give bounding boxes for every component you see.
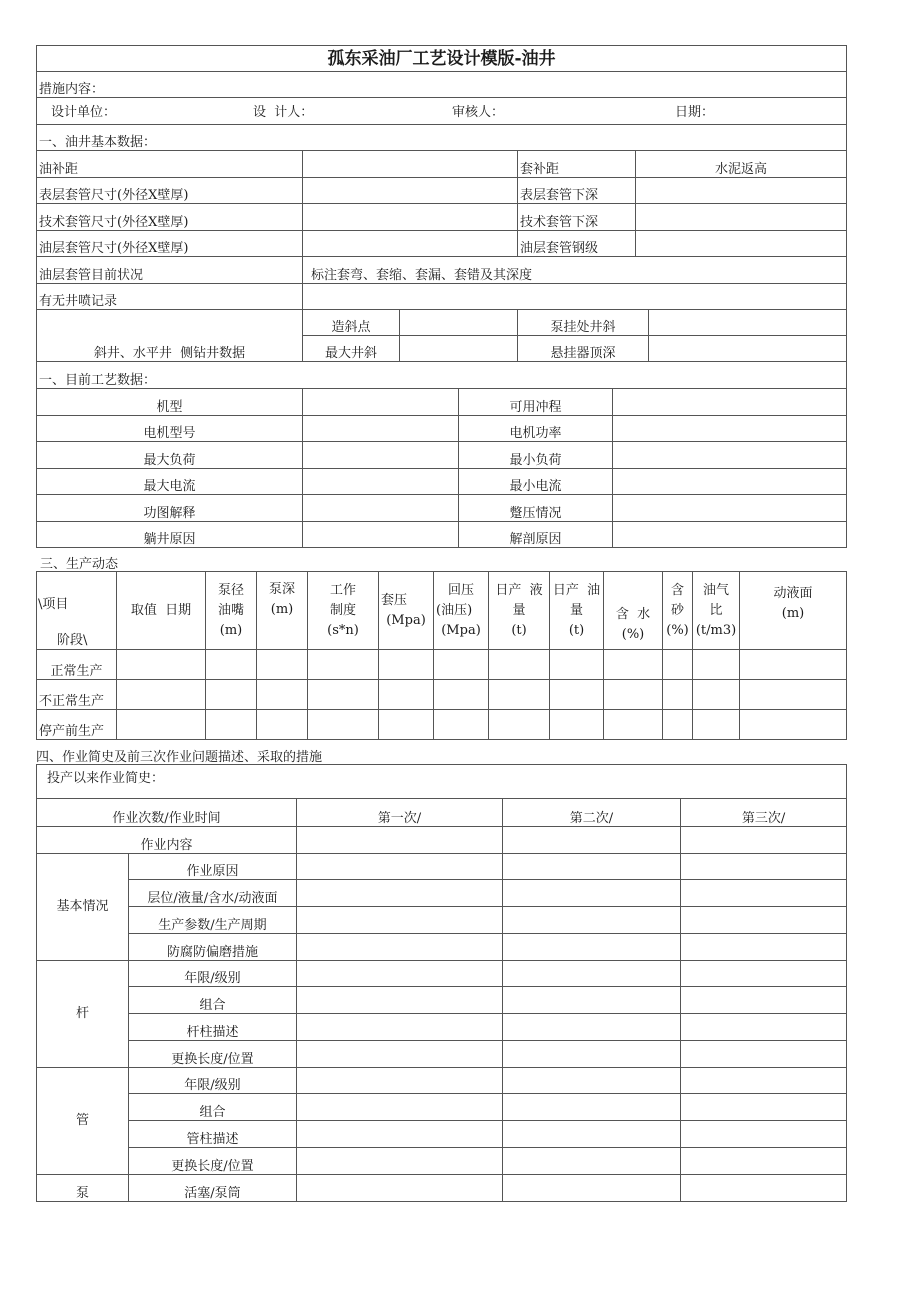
stage-row-label: 正常生产 bbox=[37, 650, 117, 680]
value-cell[interactable] bbox=[681, 987, 847, 1014]
col-header: 油气 比 (t/m3) bbox=[693, 572, 740, 650]
value-cell[interactable] bbox=[303, 442, 459, 469]
value-cell[interactable] bbox=[297, 827, 503, 854]
value-cell[interactable] bbox=[681, 827, 847, 854]
production-table bbox=[36, 571, 847, 740]
process-label: 电机功率 bbox=[459, 416, 613, 442]
stage-row-label: 停产前生产 bbox=[37, 710, 117, 740]
item-label: 层位/液量/含水/动液面 bbox=[129, 880, 297, 907]
row-label: 套补距 bbox=[518, 151, 636, 178]
value-cell[interactable] bbox=[434, 680, 489, 710]
item-label: 更换长度/位置 bbox=[129, 1148, 297, 1175]
item-label: 更换长度/位置 bbox=[129, 1041, 297, 1068]
reviewer-label[interactable]: 审核人： bbox=[452, 105, 505, 120]
row-label: 油补距 bbox=[37, 151, 303, 178]
value-cell[interactable] bbox=[681, 854, 847, 880]
value-cell[interactable] bbox=[297, 961, 503, 987]
value-cell[interactable] bbox=[303, 231, 518, 257]
value-cell[interactable] bbox=[681, 1041, 847, 1068]
casing-status-label: 油层套管目前状况 bbox=[37, 257, 303, 284]
value-cell[interactable] bbox=[503, 961, 681, 987]
value-cell[interactable] bbox=[503, 1014, 681, 1041]
value-cell[interactable] bbox=[489, 680, 550, 710]
group-label: 泵 bbox=[37, 1175, 129, 1202]
cement-return-label: 水泥返高 bbox=[636, 151, 847, 178]
item-label: 生产参数/生产周期 bbox=[129, 907, 297, 934]
group-label: 管 bbox=[37, 1068, 129, 1175]
value-cell[interactable] bbox=[303, 178, 518, 204]
section3-heading: 三、生产动态 bbox=[40, 557, 119, 572]
col-header: 日产 液 量 (t) bbox=[489, 572, 550, 650]
value-cell[interactable] bbox=[297, 854, 503, 880]
value-cell[interactable] bbox=[681, 1121, 847, 1148]
process-label: 最小负荷 bbox=[459, 442, 613, 469]
row-label: 油层套管钢级 bbox=[518, 231, 636, 257]
value-cell[interactable] bbox=[206, 680, 257, 710]
value-cell[interactable] bbox=[297, 1121, 503, 1148]
value-cell[interactable] bbox=[613, 442, 847, 469]
value-cell[interactable] bbox=[636, 178, 847, 204]
pump-inclination-label: 泵挂处井斜 bbox=[518, 310, 649, 336]
value-cell[interactable] bbox=[663, 710, 693, 740]
item-label: 防腐防偏磨措施 bbox=[129, 934, 297, 961]
value-cell[interactable] bbox=[604, 680, 663, 710]
value-cell[interactable] bbox=[400, 310, 518, 336]
value-cell[interactable] bbox=[613, 469, 847, 495]
value-cell[interactable] bbox=[308, 650, 379, 680]
value-cell[interactable] bbox=[303, 416, 459, 442]
section1-heading: 一、油井基本数据： bbox=[37, 125, 847, 151]
col-header: 日产 油 量 (t) bbox=[550, 572, 604, 650]
group-label: 基本情况 bbox=[37, 854, 129, 961]
sign-row bbox=[37, 98, 847, 125]
col-header: 取值 日期 bbox=[117, 572, 206, 650]
value-cell[interactable] bbox=[613, 495, 847, 522]
stage-label: 阶段\ bbox=[57, 633, 88, 648]
value-cell[interactable] bbox=[503, 1094, 681, 1121]
value-cell[interactable] bbox=[613, 522, 847, 548]
value-cell[interactable] bbox=[257, 680, 308, 710]
page-title: 孤东采油厂工艺设计模版-油井 bbox=[37, 46, 847, 72]
value-cell[interactable] bbox=[117, 650, 206, 680]
content-label: 作业内容 bbox=[37, 827, 297, 854]
value-cell[interactable] bbox=[503, 827, 681, 854]
value-cell[interactable] bbox=[308, 680, 379, 710]
value-cell[interactable] bbox=[503, 880, 681, 907]
value-cell[interactable] bbox=[740, 650, 847, 680]
process-label: 解剖原因 bbox=[459, 522, 613, 548]
blowout-label: 有无井喷记录 bbox=[37, 284, 303, 310]
design-unit-label[interactable]: 设计单位： bbox=[51, 105, 117, 120]
value-cell[interactable] bbox=[297, 1175, 503, 1202]
value-cell[interactable] bbox=[613, 416, 847, 442]
value-cell[interactable] bbox=[303, 204, 518, 231]
history-label[interactable]: 投产以来作业简史： bbox=[37, 765, 847, 799]
value-cell[interactable] bbox=[297, 907, 503, 934]
value-cell[interactable] bbox=[550, 650, 604, 680]
measures-label[interactable]: 措施内容： bbox=[37, 72, 847, 98]
process-data-table bbox=[36, 388, 847, 548]
value-cell[interactable] bbox=[257, 650, 308, 680]
row-label: 技术套管尺寸(外径Ⅹ壁厚) bbox=[37, 204, 303, 231]
value-cell[interactable] bbox=[206, 650, 257, 680]
value-cell[interactable] bbox=[489, 710, 550, 740]
value-cell[interactable] bbox=[681, 1094, 847, 1121]
value-cell[interactable] bbox=[489, 650, 550, 680]
section4-heading: 四、作业简史及前三次作业问题描述、采取的措施 bbox=[36, 750, 323, 765]
item-label: 年限/级别 bbox=[129, 961, 297, 987]
max-inclination-label: 最大井斜 bbox=[303, 336, 400, 362]
value-cell[interactable] bbox=[636, 231, 847, 257]
value-cell[interactable] bbox=[649, 310, 847, 336]
item-label: 作业原因 bbox=[129, 854, 297, 880]
value-cell[interactable] bbox=[303, 522, 459, 548]
value-cell[interactable] bbox=[550, 710, 604, 740]
workover-history-table bbox=[36, 764, 847, 1202]
value-cell[interactable] bbox=[206, 710, 257, 740]
value-cell[interactable] bbox=[740, 710, 847, 740]
value-cell[interactable] bbox=[308, 710, 379, 740]
process-label: 可用冲程 bbox=[459, 389, 613, 416]
value-cell[interactable] bbox=[503, 987, 681, 1014]
value-cell[interactable] bbox=[257, 710, 308, 740]
designer-label[interactable]: 设 计人： bbox=[253, 105, 314, 120]
value-cell[interactable] bbox=[681, 1175, 847, 1202]
value-cell[interactable] bbox=[613, 389, 847, 416]
col-header: 工作 制度 (s*n) bbox=[308, 572, 379, 650]
value-cell[interactable] bbox=[297, 1094, 503, 1121]
item-label: 组合 bbox=[129, 1094, 297, 1121]
value-cell[interactable] bbox=[303, 284, 847, 310]
value-cell[interactable] bbox=[681, 907, 847, 934]
value-cell[interactable] bbox=[503, 1068, 681, 1094]
value-cell[interactable] bbox=[503, 1175, 681, 1202]
value-cell[interactable] bbox=[379, 650, 434, 680]
first-workover[interactable]: 第一次/ bbox=[297, 799, 503, 827]
second-workover[interactable]: 第二次/ bbox=[503, 799, 681, 827]
process-label: 最大负荷 bbox=[37, 442, 303, 469]
value-cell[interactable] bbox=[503, 1148, 681, 1175]
value-cell[interactable] bbox=[400, 336, 518, 362]
hanger-depth-label: 悬挂器顶深 bbox=[518, 336, 649, 362]
value-cell[interactable] bbox=[663, 680, 693, 710]
item-label: 组合 bbox=[129, 987, 297, 1014]
process-label: 机型 bbox=[37, 389, 303, 416]
kickoff-point-label: 造斜点 bbox=[303, 310, 400, 336]
value-cell[interactable] bbox=[297, 1148, 503, 1175]
value-cell[interactable] bbox=[681, 1148, 847, 1175]
row-label: 表层套管尺寸(外径Ⅹ壁厚) bbox=[37, 178, 303, 204]
value-cell[interactable] bbox=[604, 710, 663, 740]
value-cell[interactable] bbox=[379, 710, 434, 740]
row-label: 表层套管下深 bbox=[518, 178, 636, 204]
item-label: 杆柱描述 bbox=[129, 1014, 297, 1041]
col-header: 动液面 (m) bbox=[740, 572, 847, 650]
stage-row-label: 不正常生产 bbox=[37, 680, 117, 710]
value-cell[interactable] bbox=[636, 204, 847, 231]
item-label: \项目 bbox=[38, 597, 69, 612]
row-label: 技术套管下深 bbox=[518, 204, 636, 231]
value-cell[interactable] bbox=[604, 650, 663, 680]
value-cell[interactable] bbox=[434, 710, 489, 740]
process-label: 最大电流 bbox=[37, 469, 303, 495]
value-cell[interactable] bbox=[693, 650, 740, 680]
value-cell[interactable] bbox=[693, 680, 740, 710]
col-header: 泵径 油嘴 (m) bbox=[206, 572, 257, 650]
col-header: 回压 (油压) (Mpa) bbox=[434, 572, 489, 650]
value-cell[interactable] bbox=[681, 1014, 847, 1041]
group-label: 杆 bbox=[37, 961, 129, 1068]
process-label: 最小电流 bbox=[459, 469, 613, 495]
value-cell[interactable] bbox=[503, 1041, 681, 1068]
value-cell[interactable] bbox=[663, 650, 693, 680]
value-cell[interactable] bbox=[303, 151, 518, 178]
value-cell[interactable] bbox=[503, 907, 681, 934]
item-label: 管柱描述 bbox=[129, 1121, 297, 1148]
value-cell[interactable] bbox=[681, 961, 847, 987]
section2-heading: 一、目前工艺数据： bbox=[37, 362, 847, 389]
col-header: 含 砂 (%) bbox=[663, 572, 693, 650]
value-cell[interactable] bbox=[379, 680, 434, 710]
value-cell[interactable] bbox=[297, 934, 503, 961]
col-header: 含 水 (%) bbox=[604, 572, 663, 650]
value-cell[interactable] bbox=[693, 710, 740, 740]
value-cell[interactable] bbox=[503, 854, 681, 880]
process-label: 躺井原因 bbox=[37, 522, 303, 548]
date-label[interactable]: 日期： bbox=[675, 105, 715, 120]
value-cell[interactable] bbox=[117, 710, 206, 740]
third-workover[interactable]: 第三次/ bbox=[681, 799, 847, 827]
process-label: 功图解释 bbox=[37, 495, 303, 522]
value-cell[interactable] bbox=[303, 469, 459, 495]
col-header: 套压 (Mpa) bbox=[379, 572, 434, 650]
item-label: 年限/级别 bbox=[129, 1068, 297, 1094]
value-cell[interactable] bbox=[117, 680, 206, 710]
value-cell[interactable] bbox=[297, 1041, 503, 1068]
value-cell[interactable] bbox=[503, 934, 681, 961]
process-label: 蹩压情况 bbox=[459, 495, 613, 522]
value-cell[interactable] bbox=[297, 1014, 503, 1041]
value-cell[interactable] bbox=[297, 880, 503, 907]
row-label: 油层套管尺寸(外径Ⅹ壁厚) bbox=[37, 231, 303, 257]
value-cell[interactable] bbox=[503, 1121, 681, 1148]
value-cell[interactable] bbox=[297, 1068, 503, 1094]
value-cell[interactable] bbox=[434, 650, 489, 680]
value-cell[interactable] bbox=[740, 680, 847, 710]
casing-status-note[interactable]: 标注套弯、套缩、套漏、套错及其深度 bbox=[303, 257, 847, 284]
col-header: 泵深 (m) bbox=[257, 572, 308, 650]
basic-data-table bbox=[36, 45, 847, 389]
deviated-well-label: 斜井、水平井 侧钻井数据 bbox=[37, 310, 303, 362]
value-cell[interactable] bbox=[550, 680, 604, 710]
value-cell[interactable] bbox=[303, 389, 459, 416]
item-label: 活塞/泵筒 bbox=[129, 1175, 297, 1202]
value-cell[interactable] bbox=[649, 336, 847, 362]
count-time-label: 作业次数/作业时间 bbox=[37, 799, 297, 827]
value-cell[interactable] bbox=[681, 880, 847, 907]
value-cell[interactable] bbox=[681, 1068, 847, 1094]
process-label: 电机型号 bbox=[37, 416, 303, 442]
value-cell[interactable] bbox=[303, 495, 459, 522]
corner-header bbox=[37, 572, 117, 650]
value-cell[interactable] bbox=[681, 934, 847, 961]
value-cell[interactable] bbox=[297, 987, 503, 1014]
